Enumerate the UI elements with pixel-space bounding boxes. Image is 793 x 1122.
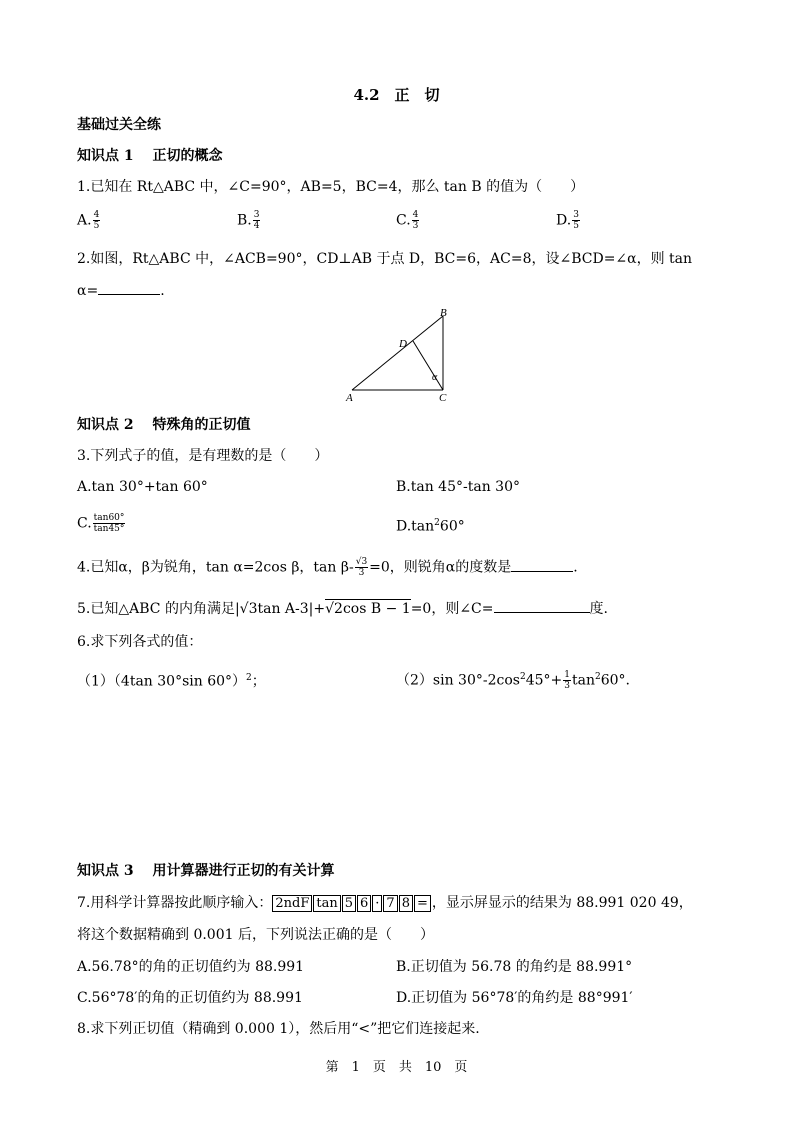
page-title: 4.2 正 切 — [353, 86, 440, 104]
label-a: A — [346, 392, 353, 402]
option-d: D. $\frac{3}{5}$ — [556, 210, 579, 231]
knowledge-point-3: 知识点 3 用计算器进行正切的有关计算 — [77, 863, 335, 879]
question-1-stem: 1.已知在 Rt△ABC 中，∠C=90°，AB=5，BC=4，那么 tan B 的值为（ ） — [77, 179, 585, 195]
question-7-option-c: C.56°78′的角的正切值约为 88.991 — [77, 990, 303, 1006]
key-5: 5 — [342, 895, 356, 912]
label-d: D — [399, 338, 407, 350]
answer-blank — [494, 600, 590, 613]
question-7-line-2: 将这个数据精确到 0.001 后，下列说法正确的是（ ） — [77, 927, 434, 943]
question-2-line-2: α= . — [77, 283, 165, 299]
page-footer: 第 1 页 共 10 页 — [325, 1060, 468, 1075]
sqrt-expression: √2cos B − 1 — [325, 601, 411, 617]
question-3-option-c: C. $\frac{\tan 60^\circ}{\tan 45^\circ}$ — [77, 513, 125, 534]
option-c: C. $\frac{4}{3}$ — [396, 210, 419, 231]
key-6: 6 — [357, 895, 371, 912]
question-7-option-d: D.正切值为 56°78′的角约是 88°991′ — [396, 990, 633, 1006]
answer-blank — [98, 282, 160, 295]
key-8: 8 — [399, 895, 413, 912]
question-3-stem: 3.下列式子的值，是有理数的是（ ） — [77, 448, 329, 464]
question-8: 8.求下列正切值（精确到 0.000 1），然后用“<”把它们连接起来. — [77, 1021, 480, 1037]
question-4: 4.已知α，β为锐角，tan α=2cos β，tan β- $\frac{√3}{3}$ =0，则锐角α的度数是 . — [77, 557, 578, 578]
key-tan: tan — [313, 895, 340, 912]
key-equals: = — [414, 895, 431, 912]
key-7: 7 — [383, 895, 397, 912]
key-2ndf: 2ndF — [272, 895, 312, 912]
triangle-figure — [340, 302, 455, 402]
key-dot: · — [372, 895, 382, 912]
knowledge-point-1: 知识点 1 正切的概念 — [77, 148, 223, 164]
question-3-option-b: B.tan 45°-tan 30° — [396, 479, 520, 495]
question-6-part-2: （2）sin $30^\circ-2\cos^245^\circ+$ $\frac{1}{3}$ $\tan^260^\circ$. — [396, 670, 630, 692]
side-ab — [352, 316, 443, 390]
answer-blank — [511, 559, 573, 572]
label-c: C — [439, 392, 447, 402]
question-3-option-a: A.tan 30°+tan 60° — [77, 479, 208, 495]
option-a: A. $\frac{4}{5}$ — [77, 210, 100, 231]
question-3-option-d: $D.\tan^260^\circ$ — [396, 518, 465, 535]
question-6-part-1: （1）（4tan 30°sin 60°）$^2$； — [77, 673, 266, 690]
segment-cd — [413, 341, 443, 390]
question-2-line-1: 2.如图，Rt△ABC 中，∠ACB=90°，CD⊥AB 于点 D，BC=6，AC=8，设∠BCD=∠α，则 tan — [77, 251, 693, 267]
question-7-line-1: 7.用科学计算器按此顺序输入： 2ndF tan 5 6 · 7 8 = ，显示屏显示的结果为 88.991 020 49， — [77, 895, 693, 911]
label-alpha: α — [432, 372, 438, 383]
option-b: B. $\frac{3}{4}$ — [237, 210, 260, 231]
section-heading: 基础过关全练 — [77, 117, 161, 133]
question-6-stem: 6.求下列各式的值： — [77, 634, 203, 650]
question-7-option-a: A.56.78°的角的正切值约为 88.991 — [77, 959, 305, 975]
label-b: B — [440, 307, 447, 319]
question-7-option-b: B.正切值为 56.78 的角约是 88.991° — [396, 959, 633, 975]
question-5: 5.已知△ABC 的内角满足|√3tan A-3|+√2cos B − 1=0，则∠C= 度. — [77, 601, 608, 617]
knowledge-point-2: 知识点 2 特殊角的正切值 — [77, 417, 251, 433]
